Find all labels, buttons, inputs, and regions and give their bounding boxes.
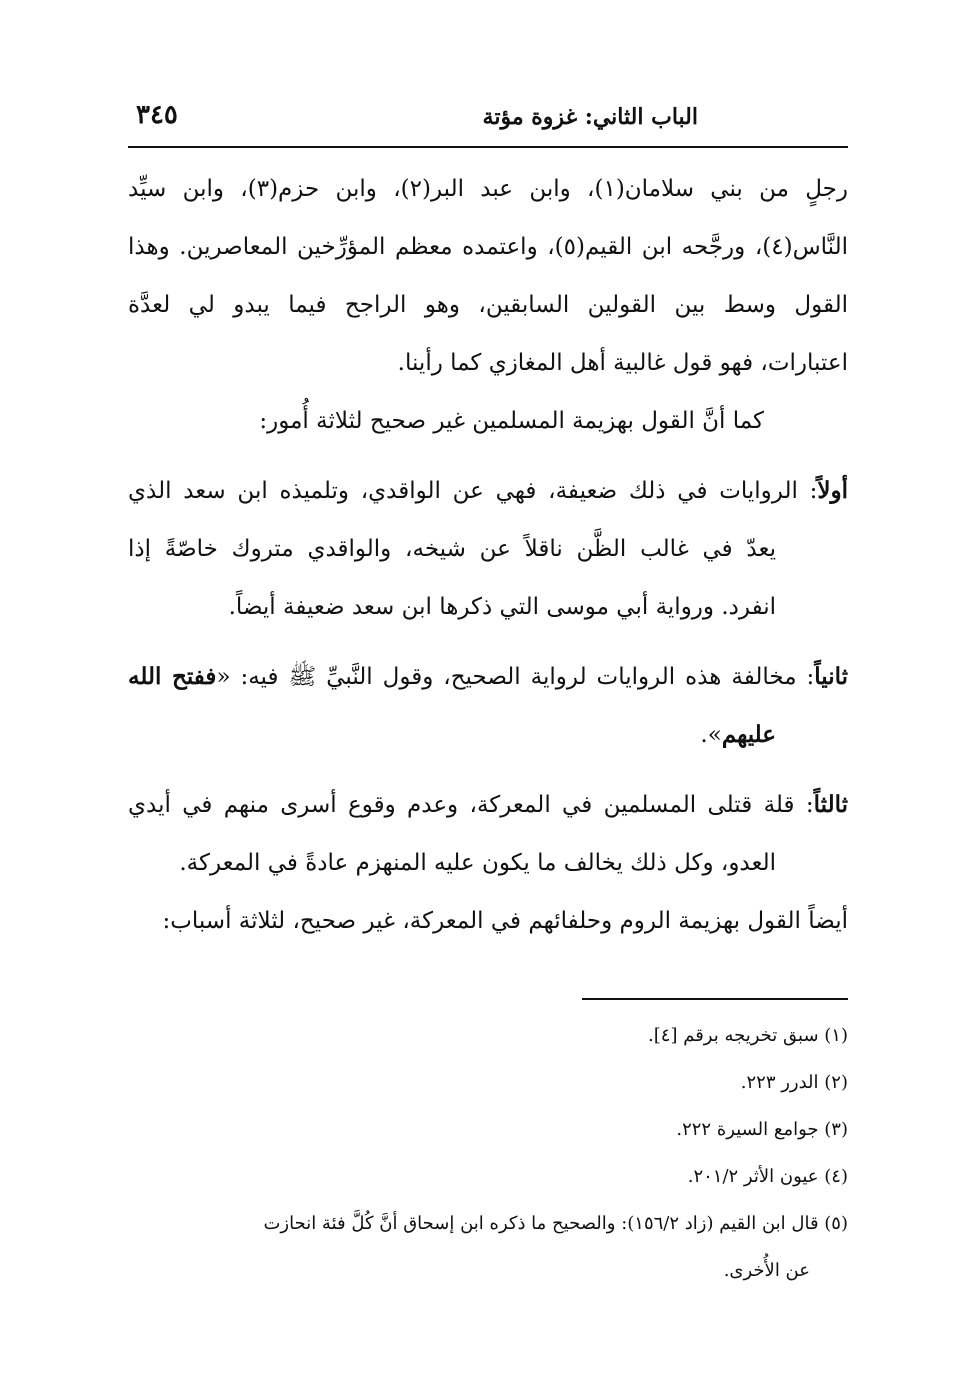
main-text	[128, 160, 848, 950]
text-line: أيضاً القول بهزيمة الروم وحلفائهم في المعركة، غير صحيح، لثلاثة أسباب:	[162, 908, 848, 934]
footnotes	[128, 1016, 848, 1298]
footnote: (٥) قال ابن القيم (زاد ١٥٦/٢): والصحيح ما ذكره ابن إسحاق أنَّ كُلَّ فئة انحازت	[263, 1213, 848, 1234]
point-text: : قلة قتلى المسلمين في المعركة، وعدم وقوع أسرى منهم في أيدي	[128, 792, 814, 818]
hadith-quote: ففتح الله	[128, 663, 217, 690]
quote-end: ».	[700, 722, 722, 748]
text-line: كما أنَّ القول بهزيمة المسلمين غير صحيح لثلاثة أُمور:	[259, 408, 764, 434]
text-line: انفرد. ورواية أبي موسى التي ذكرها ابن سعد ضعيفة أيضاً.	[228, 594, 776, 620]
header-rule	[128, 146, 848, 148]
footnote: (٣) جوامع السيرة ٢٢٢.	[676, 1119, 848, 1140]
page-header	[128, 100, 848, 146]
footnote-continuation: عن الأُخرى.	[723, 1260, 810, 1281]
point-second	[128, 648, 848, 706]
hadith-quote: عليهم	[721, 721, 776, 748]
point-text: : الروايات في ذلك ضعيفة، فهي عن الواقدي، وتلميذه ابن سعد الذي	[128, 478, 818, 504]
running-title: الباب الثاني: غزوة مؤتة	[482, 104, 698, 130]
spacer	[128, 450, 848, 462]
footnote: (١) سبق تخريجه برقم [٤].	[648, 1025, 848, 1046]
text-line: رجلٍ من بني سلامان(١)، وابن عبد البر(٢)، وابن حزم(٣)، وابن سيِّد	[128, 176, 848, 202]
page-number: ٣٤٥	[136, 100, 178, 130]
text-line: يعدّ في غالب الظَّن ناقلاً عن شيخه، والواقدي متروك خاصّةً إذا	[128, 536, 776, 562]
point-term: أولاً	[817, 477, 848, 504]
text-line: العدو، وكل ذلك يخالف ما يكون عليه المنهزم عادةً في المعركة.	[179, 850, 776, 876]
text-line	[128, 706, 848, 764]
point-term: ثانياً	[814, 663, 848, 690]
point-term: ثالثاً	[813, 791, 848, 818]
text-line: النَّاس(٤)، ورجَّحه ابن القيم(٥)، واعتمده معظم المؤرِّخين المعاصرين. وهذا	[128, 234, 848, 260]
footnote: (٤) عيون الأثر ٢٠١/٢.	[687, 1166, 848, 1187]
spacer	[128, 764, 848, 776]
text-line: اعتبارات، فهو قول غالبية أهل المغازي كما رأينا.	[397, 350, 848, 376]
point-first	[128, 462, 848, 520]
point-text: : مخالفة هذه الروايات لرواية الصحيح، وقول النَّبيِّ ﷺ فيه: «	[216, 664, 815, 690]
footnote-rule	[582, 998, 848, 1000]
point-third	[128, 776, 848, 834]
text-line: القول وسط بين القولين السابقين، وهو الراجح فيما يبدو لي لعدَّة	[128, 292, 848, 318]
footnote: (٢) الدرر ٢٢٣.	[740, 1072, 848, 1093]
spacer	[128, 636, 848, 648]
